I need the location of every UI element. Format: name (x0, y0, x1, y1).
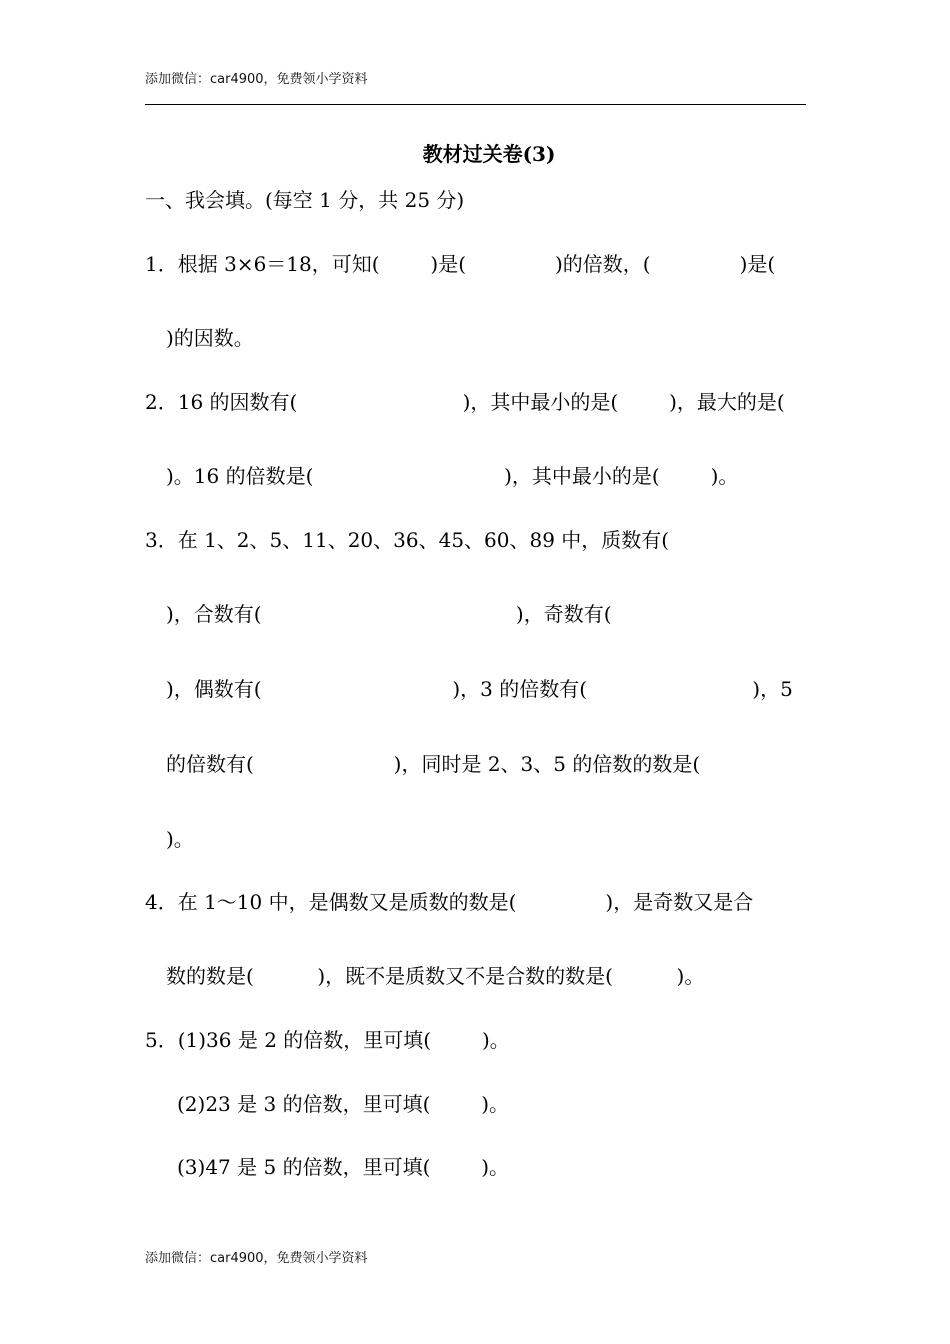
question-4-line-2: 数的数是( )，既不是质数又不是合数的数是( )。 (166, 964, 705, 988)
question-2-line-1: 2．16 的因数有( )，其中最小的是( )，最大的是( (145, 390, 785, 414)
page-header: 添加微信：car4900，免费领小学资料 (145, 72, 368, 87)
page-footer: 添加微信：car4900，免费领小学资料 (145, 1251, 368, 1266)
question-5-part-1: 5．(1)36 是 2 的倍数，里可填( )。 (145, 1028, 510, 1052)
question-3-line-2: )，合数有( )，奇数有( (166, 602, 612, 626)
page-title: 教材过关卷(3) (422, 142, 556, 166)
question-5-part-2: (2)23 是 3 的倍数，里可填( )。 (177, 1092, 510, 1116)
question-1-line-2: )的因数。 (166, 326, 254, 350)
question-3-line-3: )，偶数有( )，3 的倍数有( )，5 (166, 677, 793, 701)
question-4-line-1: 4．在 1～10 中，是偶数又是质数的数是( )，是奇数又是合 (145, 890, 754, 914)
section-heading: 一、我会填。(每空 1 分，共 25 分) (145, 188, 465, 212)
question-3-line-4: 的倍数有( )，同时是 2、3、5 的倍数的数是( (166, 752, 701, 776)
question-1-line-1: 1．根据 3×6＝18，可知( )是( )的倍数，( )是( (145, 252, 776, 276)
question-2-line-2: )。16 的倍数是( )，其中最小的是( )。 (166, 464, 739, 488)
header-rule (145, 104, 806, 105)
question-5-part-3: (3)47 是 5 的倍数，里可填( )。 (177, 1155, 510, 1179)
question-3-line-5: )。 (166, 827, 194, 851)
question-3-line-1: 3．在 1、2、5、11、20、36、45、60、89 中，质数有( (145, 528, 670, 552)
